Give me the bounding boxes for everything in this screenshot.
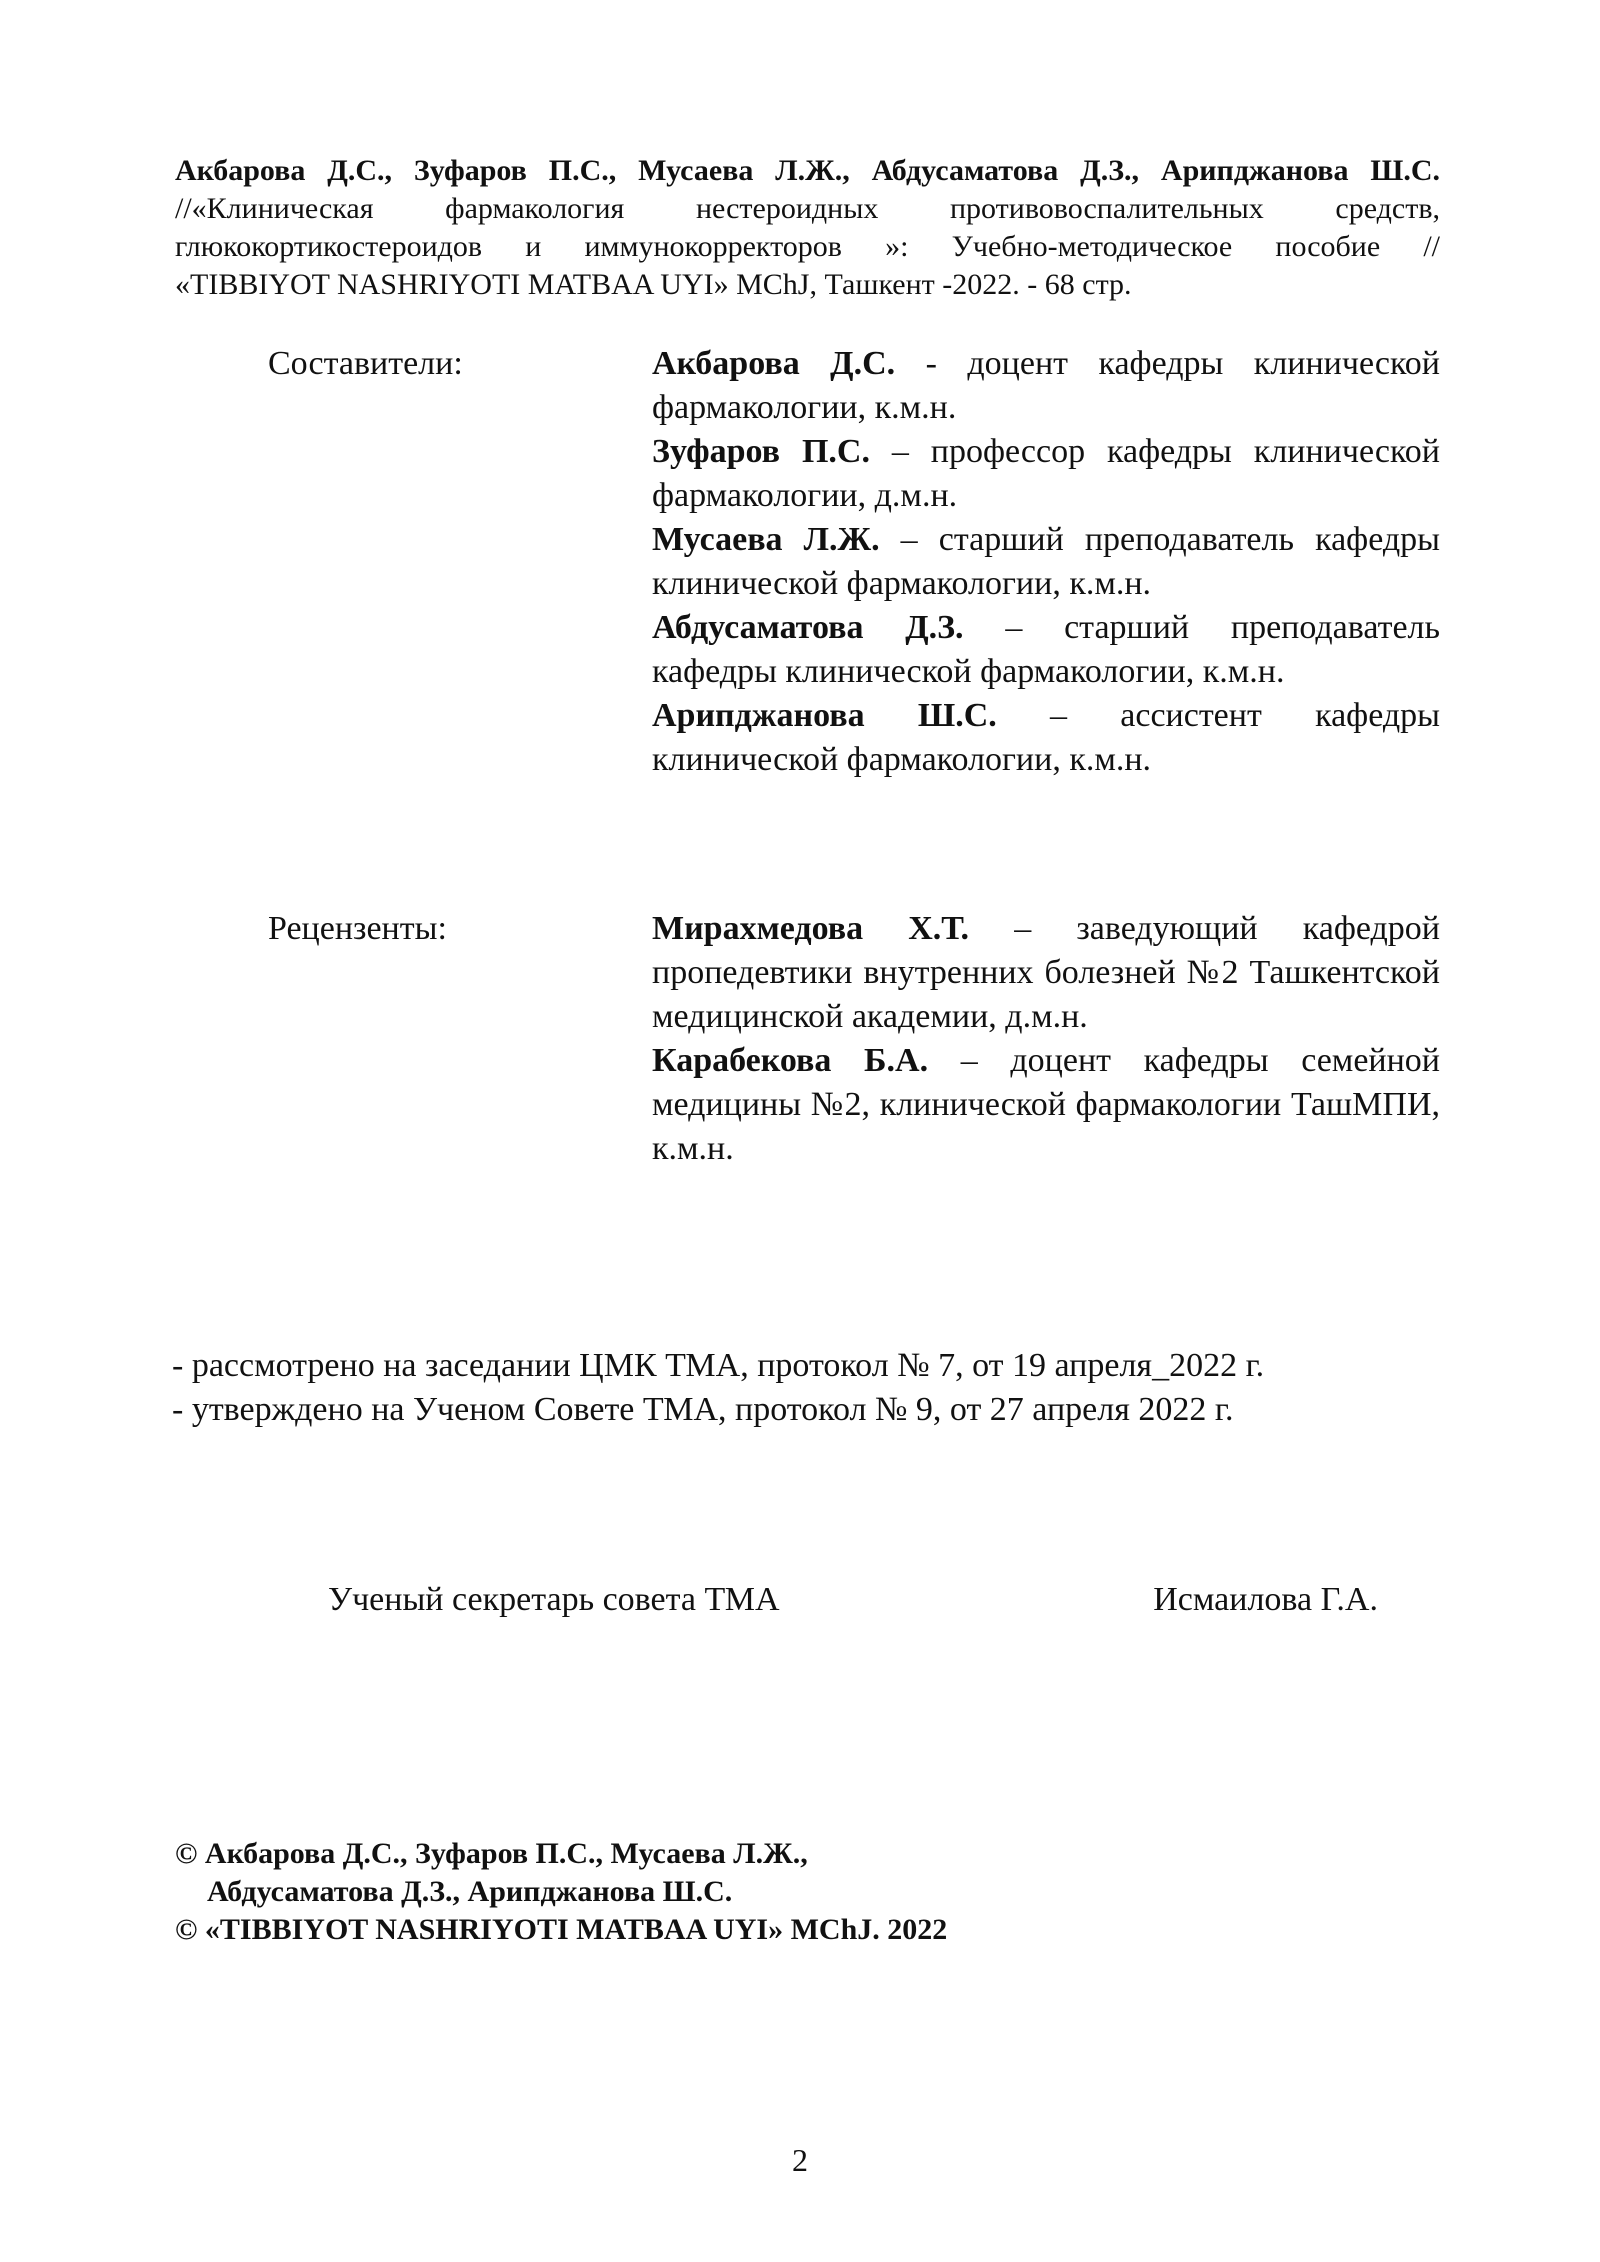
citation-line-1: //«Клиническая фармакология нестероидных противовоспалительных средств, — [175, 192, 1440, 225]
bibliographic-citation — [175, 152, 1440, 304]
approved-note: - утверждено на Ученом Совете ТМА, протокол № 9, от 27 апреля 2022 г. — [172, 1391, 1234, 1428]
compiler-description: – профессор кафедры клинической фармакологии, д.м.н. — [652, 433, 1440, 514]
compiler-name: Зуфаров П.С. — [652, 433, 870, 470]
compiler-entry — [652, 694, 1440, 782]
citation-line-2: глюкокортикостероидов и иммунокорректоров »: Учебно-методическое пособие // — [175, 230, 1440, 263]
compilers-list — [652, 342, 1440, 782]
citation-authors: Акбарова Д.С., Зуфаров П.С., Мусаева Л.Ж., Абдусаматова Д.З., Арипджанова Ш.С. — [175, 154, 1440, 187]
copyright-line-2: Абдусаматова Д.З., Арипджанова Ш.С. — [207, 1875, 733, 1908]
compilers-label: Составители: — [268, 345, 463, 382]
compiler-description: – старший преподаватель кафедры клинической фармакологии, к.м.н. — [652, 521, 1440, 602]
approvals-section — [172, 1344, 1440, 1432]
copyright-section — [175, 1835, 1175, 1949]
reviewer-name: Карабекова Б.А. — [652, 1042, 929, 1079]
compiler-entry — [652, 518, 1440, 606]
compiler-name: Акбарова Д.С. — [652, 345, 896, 382]
reviewer-entry — [652, 1039, 1440, 1171]
compiler-name: Арипджанова Ш.С. — [652, 697, 997, 734]
reviewer-description: – заведующий кафедрой пропедевтики внутренних болезней №2 Ташкентской медицинской академии, д.м.н. — [652, 910, 1440, 1035]
reviewer-description: – доцент кафедры семейной медицины №2, клинической фармакологии ТашМПИ, к.м.н. — [652, 1042, 1440, 1167]
reviewer-entry — [652, 907, 1440, 1039]
compiler-description: - доцент кафедры клинической фармакологии, к.м.н. — [652, 345, 1440, 426]
compiler-description: – старший преподаватель кафедры клинической фармакологии, к.м.н. — [652, 609, 1441, 690]
reviewers-label: Рецензенты: — [268, 910, 447, 947]
reviewer-name: Мирахмедова Х.Т. — [652, 910, 970, 947]
citation-line-3: «TIBBIYOT NASHRIYOTI MATBAA UYI» MChJ, Ташкент -2022. - 68 стр. — [175, 268, 1132, 301]
compiler-description: – ассистент кафедры клинической фармакологии, к.м.н. — [652, 697, 1440, 778]
compiler-entry — [652, 342, 1440, 430]
page-number: 2 — [792, 2142, 808, 2178]
compiler-name: Мусаева Л.Ж. — [652, 521, 880, 558]
compiler-name: Абдусаматова Д.З. — [652, 609, 964, 646]
secretary-role: Ученый секретарь совета ТМА — [328, 1581, 780, 1618]
compiler-entry — [652, 430, 1440, 518]
copyright-line-3: © «TIBBIYOT NASHRIYOTI MATBAA UYI» MChJ. 2022 — [175, 1913, 948, 1946]
considered-note: - рассмотрено на заседании ЦМК ТМА, протокол № 7, от 19 апреля_2022 г. — [172, 1347, 1265, 1384]
copyright-line-1: © Акбарова Д.С., Зуфаров П.С., Мусаева Л.Ж., — [175, 1837, 808, 1870]
reviewers-list — [652, 907, 1440, 1171]
secretary-name: Исмаилова Г.А. — [1153, 1581, 1378, 1618]
compiler-entry — [652, 606, 1440, 694]
